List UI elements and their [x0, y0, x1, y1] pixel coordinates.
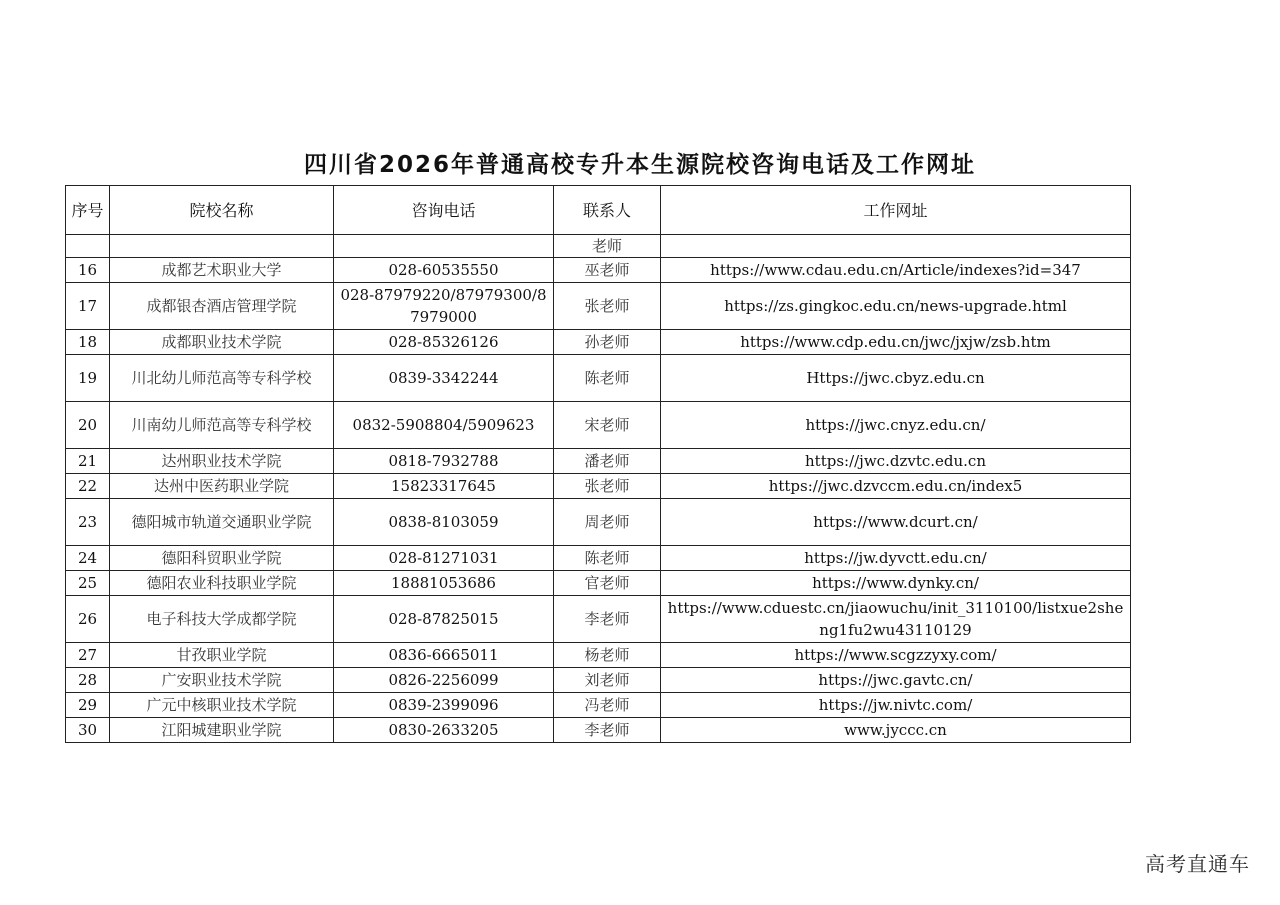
cell-phone: 0839-3342244	[334, 355, 554, 402]
cell-phone: 15823317645	[334, 474, 554, 499]
table-row	[66, 499, 1131, 546]
cell-contact: 潘老师	[554, 449, 661, 474]
table-row	[66, 668, 1131, 693]
table-row	[66, 546, 1131, 571]
table-row	[66, 330, 1131, 355]
cell-name	[110, 235, 334, 258]
cell-no: 17	[66, 283, 110, 330]
header-url: 工作网址	[661, 186, 1131, 235]
cell-name: 川南幼儿师范高等专科学校	[110, 402, 334, 449]
cell-name: 德阳城市轨道交通职业学院	[110, 499, 334, 546]
cell-name: 达州中医药职业学院	[110, 474, 334, 499]
table-row	[66, 693, 1131, 718]
cell-name: 成都银杏酒店管理学院	[110, 283, 334, 330]
cell-phone: 028-60535550	[334, 258, 554, 283]
cell-no: 30	[66, 718, 110, 743]
cell-phone	[334, 235, 554, 258]
cell-name: 甘孜职业学院	[110, 643, 334, 668]
cell-phone: 0826-2256099	[334, 668, 554, 693]
header-phone: 咨询电话	[334, 186, 554, 235]
cell-phone: 0836-6665011	[334, 643, 554, 668]
cell-url: https://zs.gingkoc.edu.cn/news-upgrade.html	[661, 283, 1131, 330]
cell-no: 19	[66, 355, 110, 402]
table-row	[66, 355, 1131, 402]
cell-no: 28	[66, 668, 110, 693]
cell-url: https://www.cdp.edu.cn/jwc/jxjw/zsb.htm	[661, 330, 1131, 355]
cell-phone: 18881053686	[334, 571, 554, 596]
cell-phone: 028-81271031	[334, 546, 554, 571]
cell-contact: 刘老师	[554, 668, 661, 693]
cell-contact: 冯老师	[554, 693, 661, 718]
cell-no: 20	[66, 402, 110, 449]
table-row	[66, 402, 1131, 449]
cell-url: https://www.dcurt.cn/	[661, 499, 1131, 546]
table-header-row	[66, 186, 1131, 235]
cell-no: 23	[66, 499, 110, 546]
cell-name: 广安职业技术学院	[110, 668, 334, 693]
carry-over-row	[66, 235, 1131, 258]
cell-url: https://jw.dyvctt.edu.cn/	[661, 546, 1131, 571]
cell-name: 广元中核职业技术学院	[110, 693, 334, 718]
cell-contact: 官老师	[554, 571, 661, 596]
cell-name: 德阳科贸职业学院	[110, 546, 334, 571]
cell-url: https://jwc.dzvtc.edu.cn	[661, 449, 1131, 474]
table-row	[66, 258, 1131, 283]
cell-phone: 028-87825015	[334, 596, 554, 643]
cell-url: https://www.scgzzyxy.com/	[661, 643, 1131, 668]
document-title: 四川省2026年普通高校专升本生源院校咨询电话及工作网址	[303, 152, 976, 178]
cell-phone: 0838-8103059	[334, 499, 554, 546]
cell-no: 27	[66, 643, 110, 668]
cell-url: https://www.cdau.edu.cn/Article/indexes?id=347	[661, 258, 1131, 283]
table-row	[66, 718, 1131, 743]
header-no: 序号	[66, 186, 110, 235]
cell-no: 24	[66, 546, 110, 571]
cell-contact: 陈老师	[554, 546, 661, 571]
cell-no	[66, 235, 110, 258]
cell-name: 成都艺术职业大学	[110, 258, 334, 283]
cell-contact: 宋老师	[554, 402, 661, 449]
cell-url: https://www.cduestc.cn/jiaowuchu/init_3110100/listxue2sheng1fu2wu43110129	[661, 596, 1131, 643]
cell-url: https://www.dynky.cn/	[661, 571, 1131, 596]
table-body	[66, 235, 1131, 743]
cell-name: 达州职业技术学院	[110, 449, 334, 474]
cell-no: 26	[66, 596, 110, 643]
cell-url	[661, 235, 1131, 258]
cell-contact: 周老师	[554, 499, 661, 546]
cell-name: 江阳城建职业学院	[110, 718, 334, 743]
table-row	[66, 283, 1131, 330]
cell-name: 川北幼儿师范高等专科学校	[110, 355, 334, 402]
cell-name: 电子科技大学成都学院	[110, 596, 334, 643]
consult-table	[65, 185, 1131, 743]
cell-no: 16	[66, 258, 110, 283]
cell-name: 成都职业技术学院	[110, 330, 334, 355]
table-row	[66, 449, 1131, 474]
cell-name: 德阳农业科技职业学院	[110, 571, 334, 596]
header-contact: 联系人	[554, 186, 661, 235]
cell-contact: 杨老师	[554, 643, 661, 668]
cell-url: https://jwc.gavtc.cn/	[661, 668, 1131, 693]
cell-url: https://jwc.cnyz.edu.cn/	[661, 402, 1131, 449]
cell-no: 18	[66, 330, 110, 355]
cell-phone: 0832-5908804/5909623	[334, 402, 554, 449]
cell-no: 21	[66, 449, 110, 474]
cell-contact: 巫老师	[554, 258, 661, 283]
cell-contact: 张老师	[554, 283, 661, 330]
cell-phone: 028-87979220/87979300/87979000	[334, 283, 554, 330]
cell-phone: 0818-7932788	[334, 449, 554, 474]
cell-contact: 孙老师	[554, 330, 661, 355]
cell-contact: 陈老师	[554, 355, 661, 402]
cell-url: Https://jwc.cbyz.edu.cn	[661, 355, 1131, 402]
cell-phone: 0830-2633205	[334, 718, 554, 743]
cell-no: 29	[66, 693, 110, 718]
cell-phone: 028-85326126	[334, 330, 554, 355]
cell-phone: 0839-2399096	[334, 693, 554, 718]
cell-contact: 李老师	[554, 718, 661, 743]
table-row	[66, 643, 1131, 668]
cell-contact: 老师	[554, 235, 661, 258]
cell-contact: 李老师	[554, 596, 661, 643]
cell-url: https://jw.nivtc.com/	[661, 693, 1131, 718]
watermark-label: 高考直通车	[1145, 852, 1250, 876]
header-name: 院校名称	[110, 186, 334, 235]
cell-contact: 张老师	[554, 474, 661, 499]
table-row	[66, 596, 1131, 643]
cell-no: 25	[66, 571, 110, 596]
cell-url: https://jwc.dzvccm.edu.cn/index5	[661, 474, 1131, 499]
cell-no: 22	[66, 474, 110, 499]
cell-url: www.jyccc.cn	[661, 718, 1131, 743]
table-row	[66, 474, 1131, 499]
table-row	[66, 571, 1131, 596]
